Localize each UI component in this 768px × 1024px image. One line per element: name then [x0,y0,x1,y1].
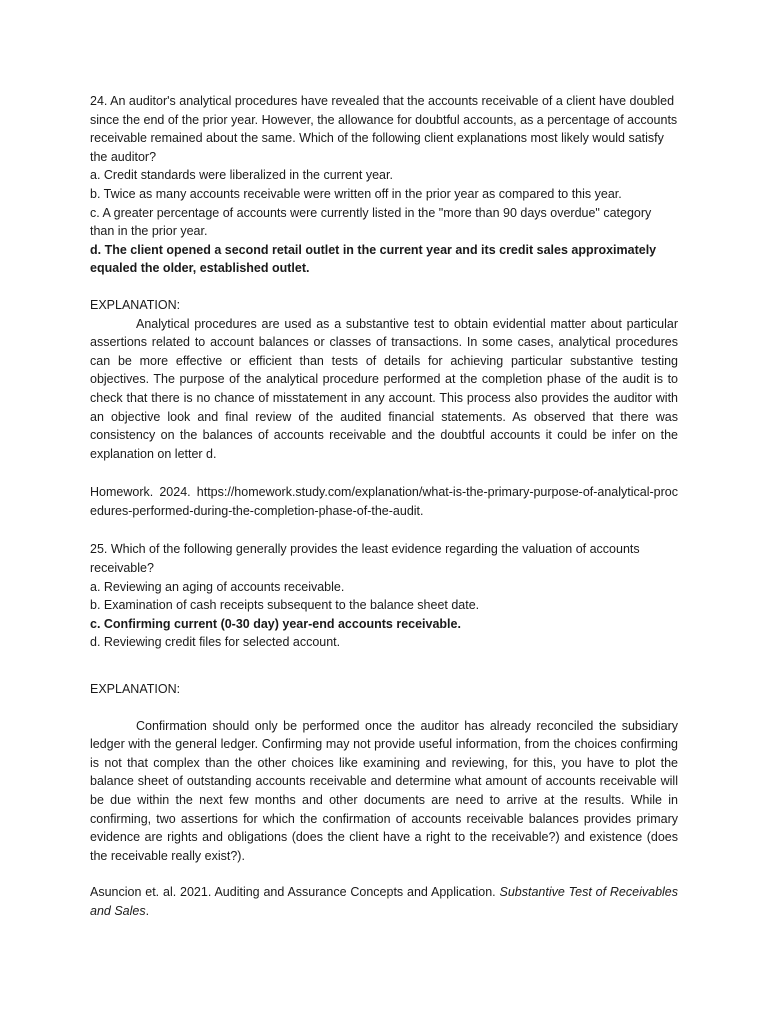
question-25: 25. Which of the following generally provides the least evidence regarding the valuation of accounts receivable? [90,542,640,576]
spacer [90,699,678,717]
q25-option-a: a. Reviewing an aging of accounts receivable. [90,579,345,594]
q24-option-c: c. A greater percentage of accounts were currently listed in the "more than 90 days overdue" category than in the prior year. [90,205,652,239]
q25-explanation-heading: EXPLANATION: [90,682,181,697]
q25-option-d: d. Reviewing credit files for selected account. [90,635,341,650]
q24-option-d-answer: d. The client opened a second retail outlet in the current year and its credit sales approximately equaled the older, established outlet. [90,242,657,276]
q24-option-b: b. Twice as many accounts receivable were written off in the prior year as compared to this year. [90,186,622,201]
q25-reference-text: Asuncion et. al. 2021. Auditing and Assurance Concepts and Application. [90,885,500,900]
spacer [90,278,678,296]
q24-option-a: a. Credit standards were liberalized in the current year. [90,168,393,183]
q25-reference-title: Substantive Test of Receivables and Sales [90,885,678,918]
spacer [90,652,678,680]
q25-explanation: Confirmation should only be performed once the auditor has already reconciled the subsidiary ledger with the general ledger. Confirming may not provide useful information, from the choices confirming is not that complex than the other choices like examining and reviewing, for this, you have to plot the balance sheet of outstanding accounts receivable and determine what amount of accounts receivable will be due within the next few months and other documents are need to arrive at the results. While in confirming, two assertions for which the confirmation of accounts receivable balances provides primary evidence are rights and obligations (does the client have a right to the receivable?) and existence (does the receivable really exist?). [90,718,678,863]
q25-option-c-answer: c. Confirming current (0-30 day) year-end accounts receivable. [90,616,461,631]
document-page [90,92,678,921]
q24-reference: Homework. 2024. https://homework.study.com/explanation/what-is-the-primary-purpose-of-analytical-procedures-performed-during-the-completion-phase-of-the-audit. [90,485,678,518]
spacer [90,463,678,483]
spacer [90,520,678,540]
q25-reference [90,883,678,920]
question-24: 24. An auditor's analytical procedures have revealed that the accounts receivable of a client have doubled since the end of the prior year. However, the allowance for doubtful accounts, as a percentage of accounts receivable remained about the same. Which of the following client explanations most likely would satisfy the auditor? [90,94,678,164]
q25-option-b: b. Examination of cash receipts subsequent to the balance sheet date. [90,598,480,613]
q24-explanation: Analytical procedures are used as a substantive test to obtain evidential matter about particular assertions related to account balances or classes of transactions. In some cases, analytical procedures can be more effective or efficient than tests of details for achieving particular substantive testing objectives. The purpose of the analytical procedure performed at the completion phase of the audit is to check that there is no chance of misstatement in any account. This process also provides the auditor with an objective look and final review of the audited financial statements. As observed that there was consistency on the balances of accounts receivable and the doubtful accounts it could be infer on the explanation on letter d. [90,316,678,461]
q25-reference-period: . [145,903,150,918]
q24-explanation-heading: EXPLANATION: [90,297,181,312]
spacer [90,865,678,883]
